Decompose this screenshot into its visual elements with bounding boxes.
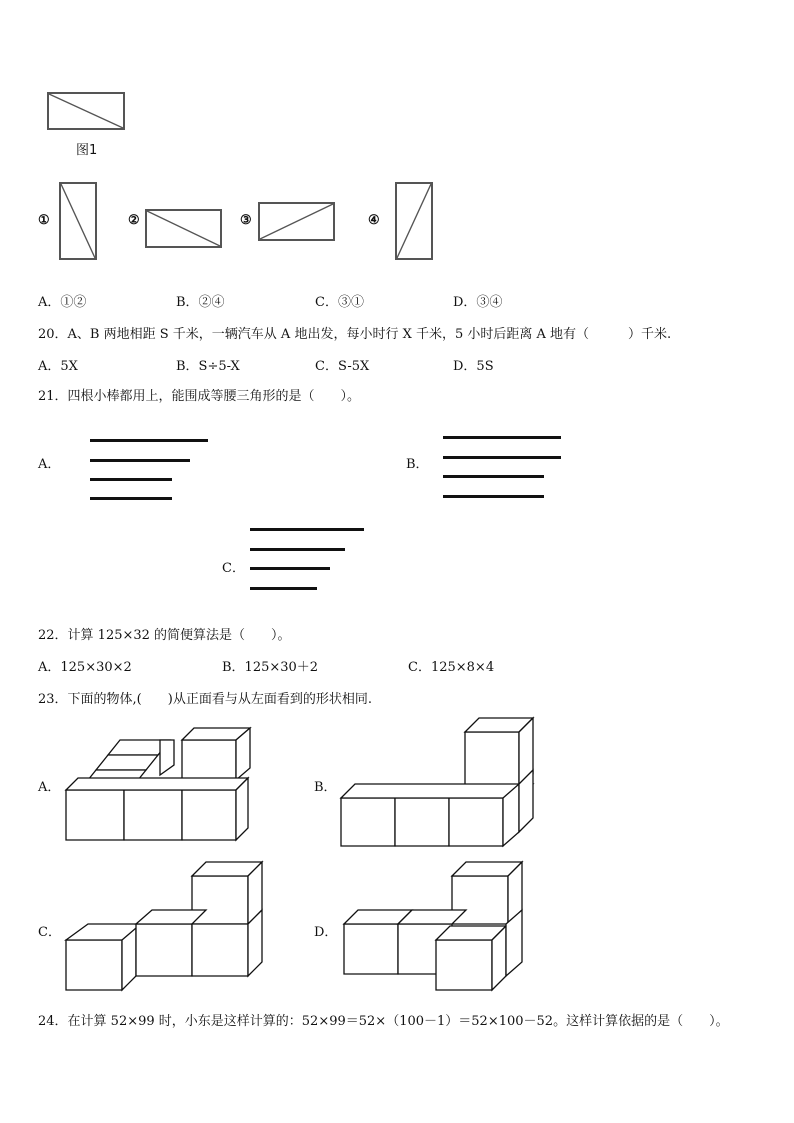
option-marker-4: ④ (368, 213, 380, 228)
q20-option-b[interactable]: B．S÷5-X (176, 359, 240, 374)
q19-option-a[interactable]: A．①② (38, 295, 87, 310)
cube-figure-b (335, 714, 545, 850)
figure-1-label: 图1 (76, 143, 98, 158)
q23-option-d[interactable]: D． (314, 925, 338, 940)
q23-option-c[interactable]: C． (38, 925, 61, 940)
stick-b-1 (443, 436, 561, 439)
q19-option-b[interactable]: B．②④ (176, 295, 225, 310)
stick-b-4 (443, 495, 544, 498)
question-22-text: 22．计算 125×32 的简便算法是（ ）。 (38, 628, 291, 643)
question-24-text: 24．在计算 52×99 时，小东是这样计算的：52×99＝52×（100－1）＝52×100－52。这样计算依据的是（ ）。 (38, 1014, 729, 1029)
stick-a-4 (90, 497, 172, 500)
stick-a-1 (90, 439, 208, 442)
option-marker-3: ③ (240, 213, 252, 228)
stick-a-2 (90, 459, 190, 462)
stick-c-2 (250, 548, 345, 551)
q22-option-b[interactable]: B．125×30＋2 (222, 660, 319, 675)
stick-c-3 (250, 567, 330, 570)
stick-c-1 (250, 528, 364, 531)
question-23-text: 23．下面的物体,( )从正面看与从左面看到的形状相同. (38, 692, 372, 707)
figure-option-3 (258, 202, 335, 241)
stick-c-4 (250, 587, 317, 590)
q20-option-d[interactable]: D．5S (453, 359, 494, 374)
stick-b-3 (443, 475, 544, 478)
q20-option-c[interactable]: C．S-5X (315, 359, 370, 374)
cube-figure-c (60, 858, 270, 994)
option-marker-2: ② (128, 213, 140, 228)
option-marker-1: ① (38, 213, 50, 228)
cube-figure-d (338, 858, 538, 994)
question-21-text: 21．四根小棒都用上，能围成等腰三角形的是（ ）。 (38, 389, 361, 404)
q21-option-b[interactable]: B． (406, 457, 429, 472)
stick-b-2 (443, 456, 561, 459)
figure-option-1 (59, 182, 97, 260)
figure-1-rectangle (47, 92, 125, 130)
q23-option-b[interactable]: B． (314, 780, 337, 795)
figure-option-2 (145, 209, 222, 248)
cube-figure-a (60, 720, 260, 845)
q20-option-a[interactable]: A．5X (38, 359, 78, 374)
q19-option-d[interactable]: D．③④ (453, 295, 503, 310)
q19-option-c[interactable]: C．③① (315, 295, 364, 310)
q21-option-a[interactable]: A． (38, 457, 61, 472)
q22-option-c[interactable]: C．125×8×4 (408, 660, 495, 675)
stick-a-3 (90, 478, 172, 481)
q22-option-a[interactable]: A．125×30×2 (38, 660, 132, 675)
figure-option-4 (395, 182, 433, 260)
question-20-text: 20．A、B 两地相距 S 千米，一辆汽车从 A 地出发，每小时行 X 千米，5 小时后距离 A 地有（ ）千米. (38, 327, 672, 342)
q23-option-a[interactable]: A． (38, 780, 61, 795)
q21-option-c[interactable]: C． (222, 561, 245, 576)
